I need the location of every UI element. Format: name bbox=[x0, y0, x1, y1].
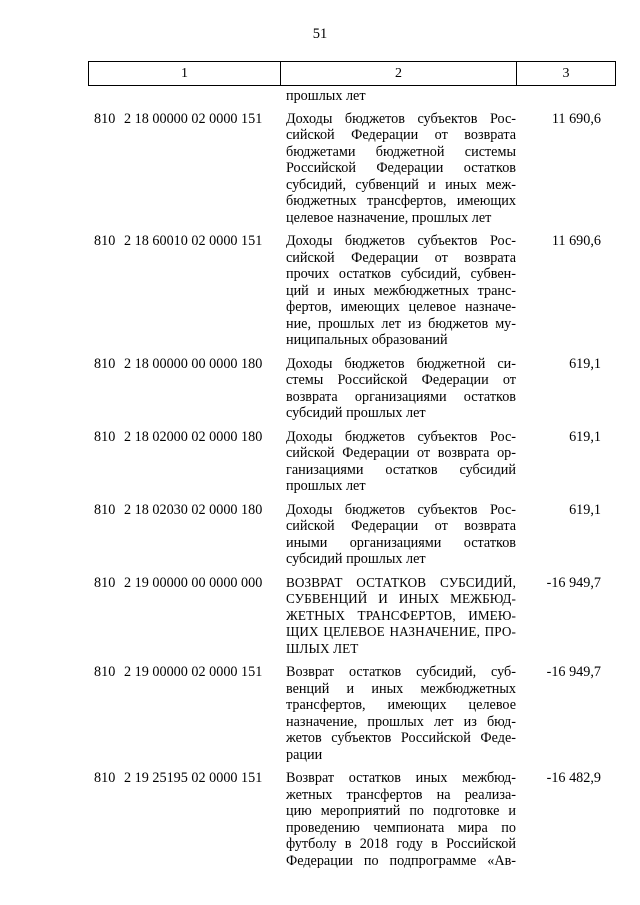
description-line: жетных трансфертов на реализа- bbox=[286, 786, 516, 803]
budget-code: 2 19 00000 02 0000 151 bbox=[124, 664, 263, 680]
description-line: иными организациями остатков bbox=[286, 534, 516, 551]
description-line: Возврат остатков иных межбюд- bbox=[286, 770, 516, 786]
continuation-row bbox=[88, 88, 615, 105]
description-line: целевое назначение, прошлых лет bbox=[286, 209, 492, 226]
row-code bbox=[88, 575, 280, 592]
admin-code: 810 bbox=[94, 770, 116, 786]
description-line: жетов субъектов Российской Феде- bbox=[286, 730, 516, 746]
description-line: цию мероприятий по подготовке и bbox=[286, 803, 516, 819]
row-description bbox=[280, 356, 516, 422]
description-line: сийской Федерации от возврата bbox=[286, 127, 516, 143]
admin-code: 810 bbox=[94, 501, 116, 518]
description-line: Доходы бюджетов субъектов Рос- bbox=[286, 233, 516, 249]
row-code bbox=[88, 502, 280, 519]
description-line: футболу в 2018 году в Российской bbox=[286, 836, 516, 852]
budget-code: 2 18 02000 02 0000 180 bbox=[124, 428, 263, 445]
admin-code: 810 bbox=[94, 428, 116, 445]
page-number: 51 bbox=[312, 26, 328, 42]
budget-code: 2 19 25195 02 0000 151 bbox=[124, 770, 263, 786]
budget-code: 2 18 60010 02 0000 151 bbox=[124, 233, 263, 249]
admin-code: 810 bbox=[94, 110, 116, 127]
description-line: субсидий прошлых лет bbox=[286, 551, 426, 567]
row-code bbox=[88, 233, 280, 250]
budget-code: 2 18 02030 02 0000 180 bbox=[124, 501, 263, 518]
description-line: возврата организациями остатков bbox=[286, 388, 516, 405]
description-line: ВОЗВРАТ ОСТАТКОВ СУБСИДИЙ, bbox=[286, 574, 516, 590]
row-code bbox=[88, 664, 280, 681]
row-value: -16 482,9 bbox=[546, 770, 601, 786]
description-line: Возврат остатков субсидий, суб- bbox=[286, 664, 516, 680]
description-line: трансфертов, имеющих целевое bbox=[286, 697, 516, 713]
description-line: рации bbox=[286, 746, 323, 763]
description-line: стемы Российской Федерации от bbox=[286, 372, 516, 388]
description-line: ниципальных образований bbox=[286, 332, 448, 348]
description-line: ЩИХ ЦЕЛЕВОЕ НАЗНАЧЕНИЕ, ПРО- bbox=[286, 624, 516, 639]
header-col-1: 1 bbox=[89, 62, 281, 86]
budget-code: 2 19 00000 00 0000 000 bbox=[124, 574, 263, 591]
description-line: Российской Федерации остатков bbox=[286, 160, 516, 176]
description-line: Доходы бюджетов бюджетной си- bbox=[286, 355, 516, 372]
row-value: 619,1 bbox=[569, 355, 601, 372]
description-line: фертов, имеющих целевое назначе- bbox=[286, 299, 516, 315]
table-body bbox=[88, 88, 615, 869]
description-line: ций и иных межбюджетных транс- bbox=[286, 282, 516, 299]
table-row bbox=[88, 770, 615, 869]
description-line: ШЛЫХ ЛЕТ bbox=[286, 640, 359, 656]
table-row bbox=[88, 233, 615, 349]
row-value: -16 949,7 bbox=[546, 664, 601, 680]
row-value: 11 690,6 bbox=[551, 233, 601, 249]
admin-code: 810 bbox=[94, 574, 116, 591]
description-line: Доходы бюджетов субъектов Рос- bbox=[286, 501, 516, 518]
table-row bbox=[88, 111, 615, 227]
description-line: назначение, прошлых лет из бюд- bbox=[286, 713, 516, 730]
row-description bbox=[280, 233, 516, 349]
description-line: сийской Федерации от возврата bbox=[286, 518, 516, 534]
table-row bbox=[88, 664, 615, 763]
description-line: СУБВЕНЦИЙ И ИНЫХ МЕЖБЮД- bbox=[286, 591, 516, 606]
table-row bbox=[88, 575, 615, 658]
description-line: ганизациями остатков субсидий bbox=[286, 461, 516, 478]
row-code bbox=[88, 429, 280, 446]
row-description bbox=[280, 111, 516, 227]
description-line: Федерации по подпрограмме «Ав- bbox=[286, 852, 516, 869]
row-description bbox=[280, 429, 516, 495]
budget-code: 2 18 00000 00 0000 180 bbox=[124, 355, 263, 372]
table-row bbox=[88, 502, 615, 568]
admin-code: 810 bbox=[94, 355, 116, 372]
admin-code: 810 bbox=[94, 664, 116, 680]
description-line: ние, прошлых лет из бюджетов му- bbox=[286, 315, 516, 332]
description-line: прошлых лет bbox=[286, 478, 366, 494]
row-code bbox=[88, 111, 280, 128]
description-line: проведению чемпионата мира по bbox=[286, 819, 516, 836]
header-col-3: 3 bbox=[517, 62, 616, 86]
description-line: прошлых лет bbox=[286, 88, 366, 104]
description-line: бюджетами бюджетной системы bbox=[286, 143, 516, 160]
row-code bbox=[88, 770, 280, 787]
row-description bbox=[280, 502, 516, 568]
description-line: ЖЕТНЫХ ТРАНСФЕРТОВ, ИМЕЮ- bbox=[286, 607, 516, 623]
row-description bbox=[280, 664, 516, 763]
description-line: сийской Федерации от возврата ор- bbox=[286, 445, 516, 461]
admin-code: 810 bbox=[94, 233, 116, 249]
description-line: прочих остатков субсидий, субвен- bbox=[286, 266, 516, 282]
row-value: 619,1 bbox=[569, 501, 601, 518]
header-col-2: 2 bbox=[281, 62, 517, 86]
table-header bbox=[88, 61, 616, 86]
row-value: -16 949,7 bbox=[546, 574, 601, 591]
description-line: Доходы бюджетов субъектов Рос- bbox=[286, 428, 516, 445]
row-code bbox=[88, 356, 280, 373]
row-value: 11 690,6 bbox=[551, 110, 601, 127]
row-description bbox=[280, 88, 516, 105]
row-description bbox=[280, 575, 516, 658]
description-line: Доходы бюджетов субъектов Рос- bbox=[286, 110, 516, 127]
table-row bbox=[88, 429, 615, 495]
description-line: субсидий прошлых лет bbox=[286, 405, 426, 421]
budget-code: 2 18 00000 02 0000 151 bbox=[124, 110, 263, 127]
description-line: сийской Федерации от возврата bbox=[286, 249, 516, 266]
table-row bbox=[88, 356, 615, 422]
row-value: 619,1 bbox=[569, 428, 601, 445]
description-line: субсидий, субвенций и иных меж- bbox=[286, 176, 516, 193]
description-line: венций и иных межбюджетных bbox=[286, 680, 516, 697]
description-line: бюджетных трансфертов, имеющих bbox=[286, 193, 516, 209]
row-description bbox=[280, 770, 516, 869]
